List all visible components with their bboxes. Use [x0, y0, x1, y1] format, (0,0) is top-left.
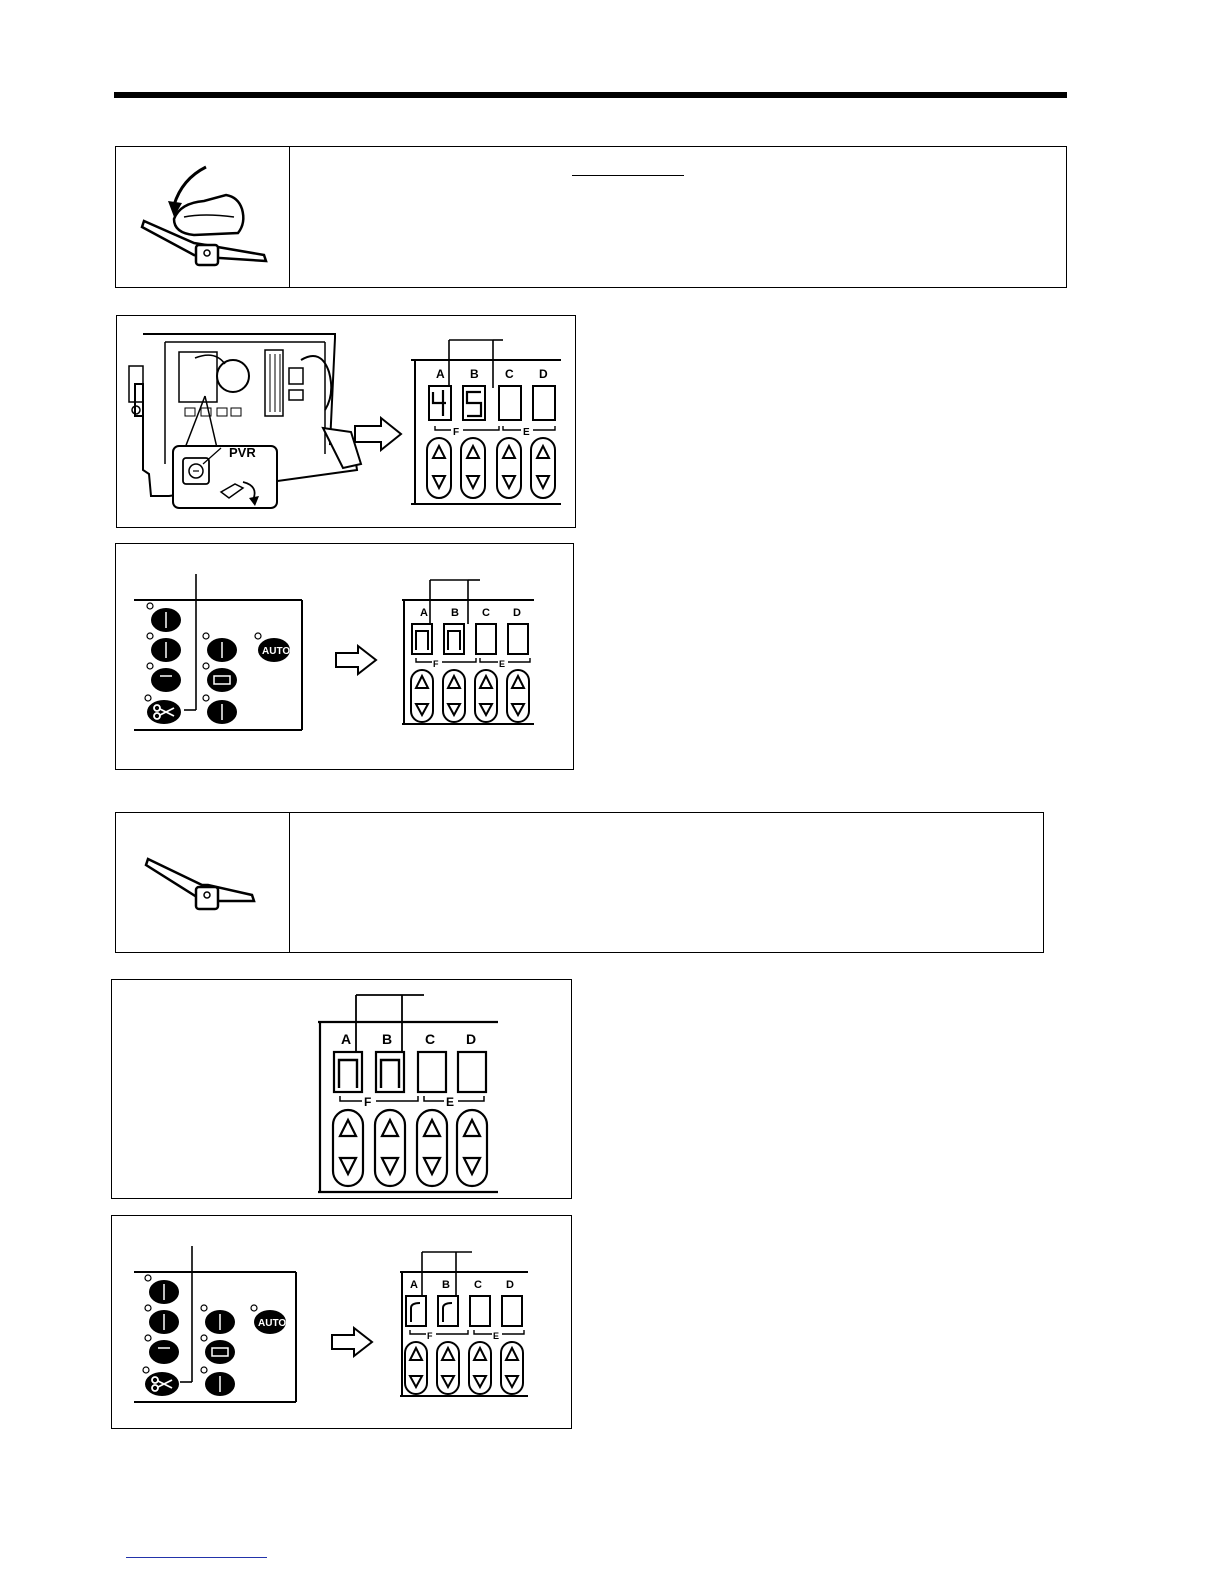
footer-link-line	[126, 1557, 267, 1558]
letter-b: B	[442, 1279, 450, 1291]
instruction-row-pedal-forward	[115, 146, 1067, 288]
pedal-neutral-icon	[142, 849, 262, 919]
letter-a: A	[420, 607, 428, 619]
figure-switch-panel-rr	[111, 1215, 572, 1429]
letter-a: A	[436, 367, 445, 381]
arrow-right-icon	[332, 644, 380, 676]
letter-c: C	[425, 1031, 436, 1047]
letter-b: B	[470, 367, 479, 381]
letter-d: D	[539, 367, 548, 381]
letter-f: F	[427, 1331, 433, 1341]
pedal-depressed-icon	[134, 157, 274, 277]
arrow-right-icon	[328, 1326, 376, 1358]
arrow-right-icon	[351, 416, 407, 452]
letter-d: D	[466, 1031, 477, 1047]
header-rule	[114, 92, 1067, 98]
letter-a: A	[410, 1279, 418, 1291]
switch-panel-fig4	[134, 1246, 304, 1408]
letter-f: F	[433, 659, 439, 669]
display-panel-fig1	[411, 322, 571, 518]
figure-switch-panel-nn	[115, 543, 574, 770]
letter-d: D	[506, 1279, 514, 1291]
display-panel-fig3	[312, 992, 512, 1196]
letter-a: A	[341, 1031, 352, 1047]
letter-e: E	[499, 659, 506, 669]
letter-b: B	[451, 607, 459, 619]
letter-f: F	[453, 427, 460, 438]
figure-pvr-adjustment	[116, 315, 576, 528]
switch-panel-fig2	[134, 574, 304, 736]
letter-d: D	[513, 607, 521, 619]
letter-c: C	[505, 367, 514, 381]
auto-button-label: AUTO	[258, 1318, 287, 1329]
cell-divider	[289, 813, 290, 952]
letter-e: E	[446, 1095, 455, 1109]
emphasis-underline	[572, 175, 684, 176]
auto-button-label: AUTO	[262, 646, 291, 657]
cell-divider	[289, 147, 290, 287]
letter-c: C	[474, 1279, 482, 1291]
letter-e: E	[493, 1331, 500, 1341]
display-panel-fig4	[396, 1246, 542, 1406]
letter-f: F	[364, 1095, 372, 1109]
figure-display-nn-large	[111, 979, 572, 1199]
control-box-illustration	[125, 324, 375, 520]
instruction-row-pedal-neutral	[115, 812, 1044, 953]
letter-b: B	[382, 1031, 393, 1047]
display-panel-fig2	[398, 574, 544, 734]
letter-c: C	[482, 607, 490, 619]
letter-e: E	[523, 427, 530, 438]
pvr-label: PVR	[229, 445, 256, 460]
